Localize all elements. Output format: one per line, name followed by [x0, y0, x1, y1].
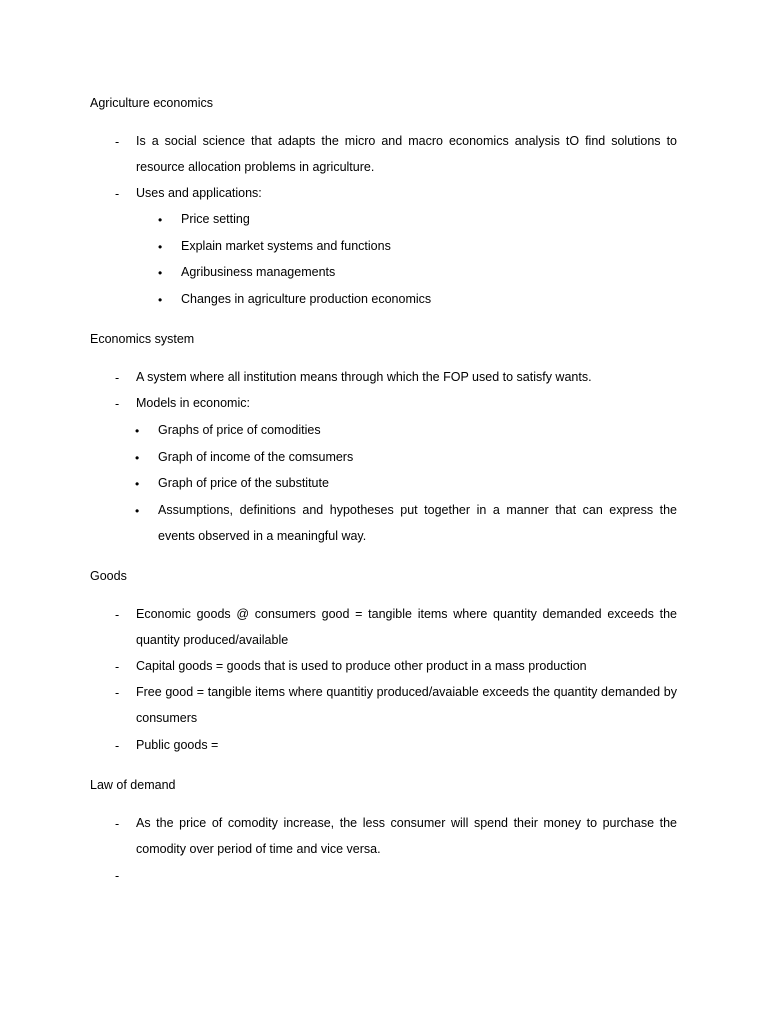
list-item: As the price of comodity increase, the less consumer will spend their money to purchase the comodity over period of time and vice versa. — [136, 816, 677, 856]
bullet-item: Graphs of price of comodities — [158, 423, 321, 437]
list-dash: - — [115, 608, 120, 622]
bullet-item: Price setting — [181, 212, 250, 226]
list-item: Uses and applications: — [136, 186, 262, 200]
list-item: Is a social science that adapts the micro and macro economics analysis tO find solutions to resource allocation problems in agriculture. — [136, 134, 677, 174]
list-item: Capital goods = goods that is used to produce other product in a mass production — [136, 659, 587, 673]
list-dash: - — [115, 371, 120, 385]
list-dash: - — [115, 817, 120, 831]
bullet-item: Graph of income of the comsumers — [158, 450, 354, 464]
list-dash: - — [115, 739, 120, 753]
bullet-icon: • — [135, 477, 140, 491]
list-dash: - — [115, 686, 120, 700]
bullet-item: Assumptions, definitions and hypotheses put together in a manner that can express the events observed in a meaningful way. — [158, 503, 677, 543]
section-heading-economics-system: Economics system — [90, 332, 195, 346]
bullet-icon: • — [135, 451, 140, 465]
bullet-item: Changes in agriculture production economics — [181, 292, 432, 306]
bullet-item: Agribusiness managements — [181, 265, 336, 279]
bullet-icon: • — [158, 266, 163, 280]
list-dash: - — [115, 187, 120, 201]
list-dash: - — [115, 869, 120, 883]
bullet-icon: • — [135, 424, 140, 438]
section-heading-goods: Goods — [90, 569, 127, 583]
section-heading-agriculture-economics: Agriculture economics — [90, 96, 213, 110]
list-dash: - — [115, 660, 120, 674]
list-dash: - — [115, 135, 120, 149]
list-item: Economic goods @ consumers good = tangible items where quantity demanded exceeds the quantity produced/available — [136, 607, 677, 647]
bullet-item: Explain market systems and functions — [181, 239, 391, 253]
list-item: Models in economic: — [136, 396, 250, 410]
bullet-icon: • — [158, 293, 163, 307]
bullet-icon: • — [158, 213, 163, 227]
list-dash: - — [115, 397, 120, 411]
list-item: Free good = tangible items where quantitiy produced/avaiable exceeds the quantity demanded by consumers — [136, 685, 677, 725]
section-heading-law-of-demand: Law of demand — [90, 778, 176, 792]
bullet-icon: • — [158, 240, 163, 254]
list-item: Public goods = — [136, 738, 219, 752]
list-item: A system where all institution means through which the FOP used to satisfy wants. — [136, 370, 592, 384]
bullet-icon: • — [135, 504, 140, 518]
bullet-item: Graph of price of the substitute — [158, 476, 329, 490]
